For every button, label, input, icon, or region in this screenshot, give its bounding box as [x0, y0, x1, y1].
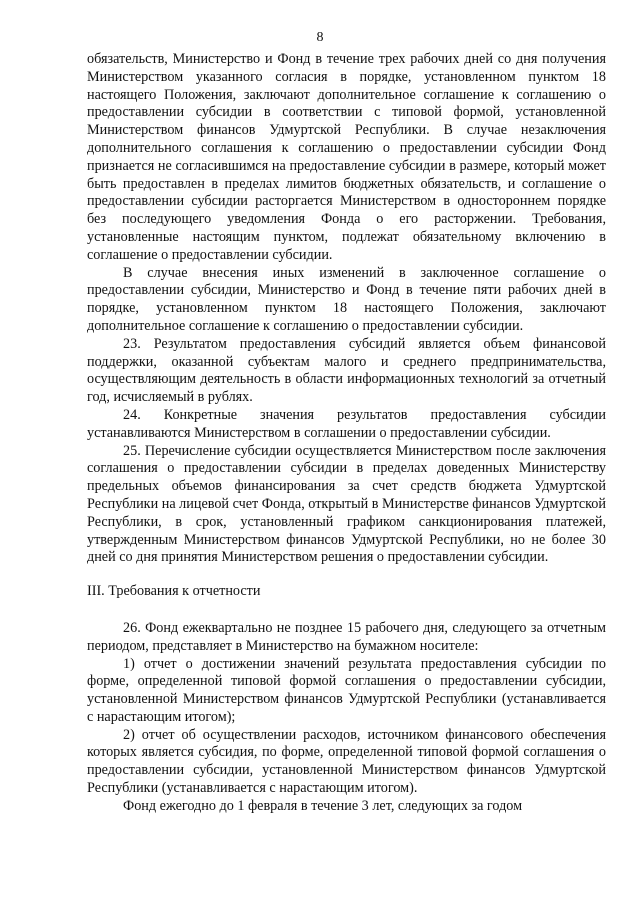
section-heading: III. Требования к отчетности: [87, 583, 261, 600]
list-item-2: 2) отчет об осуществлении расходов, источником финансового обеспечения которых является субсидия, по форме, определенной типовой формой соглашения о предоставлении субсидии, установленной Министерством финансов Удмуртской Республики (устанавливается с нарастающим итогом).: [87, 726, 606, 797]
list-item-1: 1) отчет о достижении значений результата предоставления субсидии по форме, определенной типовой формой соглашения о предоставлении субсидии, установленной Министерством финансов Удмуртской Республики (устанавливается с нарастающим итогом);: [87, 655, 606, 725]
paragraph: В случае внесения иных изменений в заключенное соглашение о предоставлении субсидии, Министерство и Фонд в течение пяти рабочих дней в порядке, установленном пунктом 18 настоящего Положения, заключают дополнительное соглашение к соглашению о предоставлении субсидии.: [87, 264, 606, 334]
paragraph-continuation: обязательств, Министерство и Фонд в течение трех рабочих дней со дня получения Министерством указанного согласия в порядке, установленном пунктом 18 настоящего Положения, заключают дополнительное соглашение к соглашению о предоставлении субсидии в соответствии с типовой формой, установленной Министерством финансов Удмуртской Республики. В случае незаключения дополнительного соглашения к соглашению о предоставлении субсидии Фонд признается не согласившимся на предоставление субсидии в размере, который может быть предоставлен в пределах лимитов бюджетных обязательств, и соглашение о предоставлении субсидии расторгается Министерством в одностороннем порядке без последующего уведомления Фонда о его расторжении. Требования, установленные настоящим пунктом, подлежат обязательному включению в соглашение о предоставлении субсидии.: [87, 51, 606, 263]
paragraph-item-23: 23. Результатом предоставления субсидий является объем финансовой поддержки, оказанной субъектам малого и среднего предпринимательства, осуществляющим деятельность в области информационных технологий за отчетный год, исчисляемый в рублях.: [87, 335, 606, 406]
paragraph-item-26: 26. Фонд ежеквартально не позднее 15 рабочего дня, следующего за отчетным периодом, представляет в Министерство на бумажном носителе:: [87, 619, 606, 654]
page-number: 8: [316, 30, 324, 45]
paragraph-item-25: 25. Перечисление субсидии осуществляется Министерством после заключения соглашения о предоставлении субсидии в пределах доведенных Министерству предельных объемов финансирования за счет средств бюджета Удмуртской Республики на лицевой счет Фонда, открытый в Министерстве финансов Удмуртской Республики, в срок, установленный графиком санкционирования платежей, утвержденным Министерством финансов Удмуртской Республики, но не более 30 дней со дня принятия Министерством решения о предоставлении субсидии.: [87, 442, 606, 566]
paragraph-item-24: 24. Конкретные значения результатов предоставления субсидии устанавливаются Министерством в соглашении о предоставлении субсидии.: [87, 406, 606, 441]
document-body: [87, 51, 606, 816]
paragraph: Фонд ежегодно до 1 февраля в течение 3 лет, следующих за годом: [123, 797, 523, 814]
